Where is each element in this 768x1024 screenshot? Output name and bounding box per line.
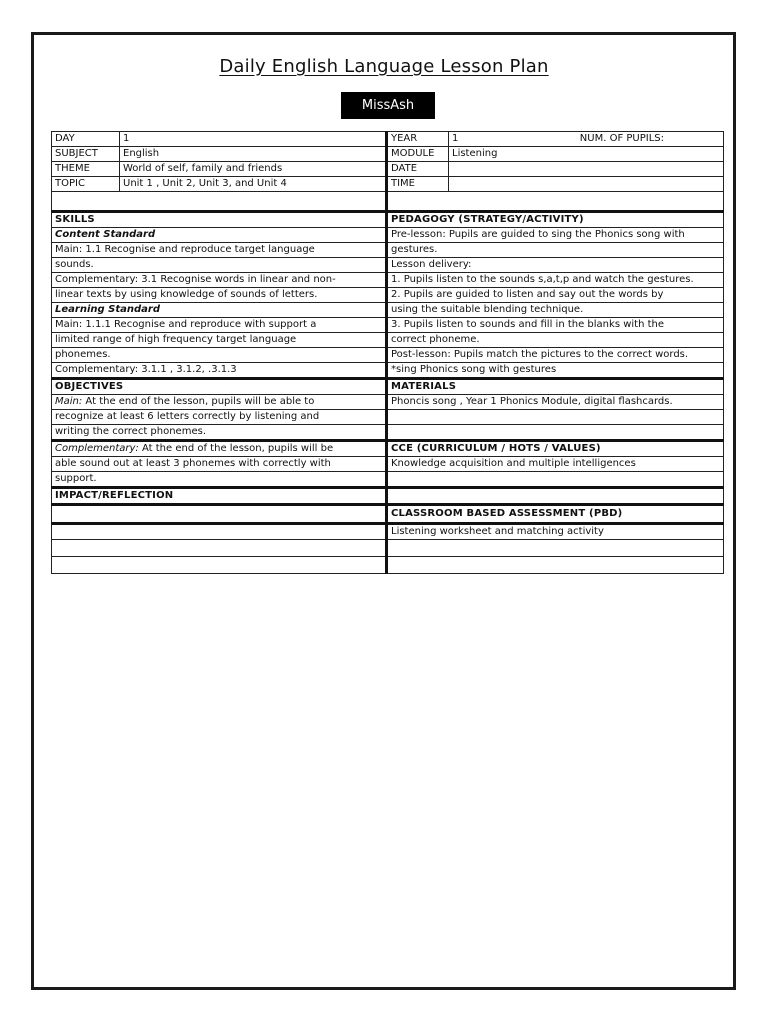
- day-value: 1: [120, 132, 387, 147]
- content-main-line: sounds.: [52, 258, 387, 273]
- objectives-row: [52, 410, 724, 425]
- info-row-topic: [52, 177, 724, 192]
- author-badge: MissAsh: [341, 92, 435, 119]
- info-row-subject: [52, 147, 724, 162]
- impact-blank: [52, 505, 387, 524]
- num-pupils-label: NUM. OF PUPILS:: [579, 133, 664, 144]
- pbd-value: Listening worksheet and matching activity: [387, 524, 724, 540]
- pbd-heading-row: [52, 505, 724, 524]
- skills-row: [52, 228, 724, 243]
- skills-row: [52, 273, 724, 288]
- learning-main-line: limited range of high frequency target language: [52, 333, 387, 348]
- day-label: DAY: [52, 132, 120, 147]
- skills-row: [52, 348, 724, 363]
- materials-value: Phoncis song , Year 1 Phonics Module, digital flashcards.: [387, 395, 724, 410]
- year-label: YEAR: [387, 132, 449, 147]
- materials-heading: MATERIALS: [387, 379, 724, 395]
- time-value: [449, 177, 724, 192]
- topic-value: Unit 1 , Unit 2, Unit 3, and Unit 4: [120, 177, 387, 192]
- objectives-heading-row: [52, 379, 724, 395]
- learning-main-line: phonemes.: [52, 348, 387, 363]
- learning-standard-label: Learning Standard: [52, 303, 387, 318]
- objectives-row: [52, 395, 724, 410]
- spacer-right: [387, 192, 724, 212]
- pedagogy-heading: PEDAGOGY (STRATEGY/ACTIVITY): [387, 212, 724, 228]
- pedagogy-line: using the suitable blending technique.: [387, 303, 724, 318]
- info-row-theme: [52, 162, 724, 177]
- year-value: 1: [452, 133, 459, 144]
- learning-main-line: Main: 1.1.1 Recognise and reproduce with support a: [52, 318, 387, 333]
- theme-value: World of self, family and friends: [120, 162, 387, 177]
- impact-blank: [52, 557, 387, 574]
- impact-heading-row: [52, 488, 724, 505]
- page-title: Daily English Language Lesson Plan: [219, 56, 549, 77]
- pbd-row: [52, 524, 724, 540]
- objective-main-line: [52, 395, 387, 410]
- theme-label: THEME: [52, 162, 120, 177]
- pbd-blank: [387, 557, 724, 574]
- skills-row: [52, 258, 724, 273]
- objectives-row: [52, 472, 724, 488]
- time-label: TIME: [387, 177, 449, 192]
- info-row-day: [52, 132, 724, 147]
- spacer-row: [52, 192, 724, 212]
- objectives-row: [52, 425, 724, 441]
- learning-comp-line: Complementary: 3.1.1 , 3.1.2, .3.1.3: [52, 363, 387, 379]
- pbd-row: [52, 540, 724, 557]
- content-comp-line: linear texts by using knowledge of sounds of letters.: [52, 288, 387, 303]
- module-value: Listening: [449, 147, 724, 162]
- skills-row: [52, 303, 724, 318]
- materials-blank: [387, 425, 724, 441]
- subject-value: English: [120, 147, 387, 162]
- spacer-left: [52, 192, 387, 212]
- pedagogy-line: 1. Pupils listen to the sounds s,a,t,p and watch the gestures.: [387, 273, 724, 288]
- content-standard-label: Content Standard: [52, 228, 387, 243]
- lesson-plan-table: [51, 131, 724, 574]
- pedagogy-line: gestures.: [387, 243, 724, 258]
- content-comp-line: Complementary: 3.1 Recognise words in linear and non-: [52, 273, 387, 288]
- topic-label: TOPIC: [52, 177, 120, 192]
- skills-heading: SKILLS: [52, 212, 387, 228]
- pedagogy-line: 2. Pupils are guided to listen and say out the words by: [387, 288, 724, 303]
- date-value: [449, 162, 724, 177]
- objective-comp-label: Complementary:: [55, 443, 139, 454]
- objective-main-text: At the end of the lesson, pupils will be able to: [82, 396, 315, 407]
- pedagogy-line: correct phoneme.: [387, 333, 724, 348]
- objectives-row: [52, 441, 724, 457]
- module-label: MODULE: [387, 147, 449, 162]
- skills-row: [52, 333, 724, 348]
- pedagogy-line: 3. Pupils listen to sounds and fill in the blanks with the: [387, 318, 724, 333]
- cce-blank: [387, 488, 724, 505]
- content-main-line: Main: 1.1 Recognise and reproduce target language: [52, 243, 387, 258]
- cce-value: Knowledge acquisition and multiple intelligences: [387, 457, 724, 472]
- objective-comp-line: [52, 441, 387, 457]
- objective-main-line: recognize at least 6 letters correctly by listening and: [52, 410, 387, 425]
- pbd-heading: CLASSROOM BASED ASSESSMENT (PBD): [387, 505, 724, 524]
- skills-row: [52, 318, 724, 333]
- skills-heading-row: [52, 212, 724, 228]
- pedagogy-line: Lesson delivery:: [387, 258, 724, 273]
- materials-blank: [387, 410, 724, 425]
- pedagogy-line: Pre-lesson: Pupils are guided to sing the Phonics song with: [387, 228, 724, 243]
- objective-comp-text: At the end of the lesson, pupils will be: [138, 443, 334, 454]
- objectives-row: [52, 457, 724, 472]
- cce-blank: [387, 472, 724, 488]
- year-cell: [449, 132, 724, 147]
- cce-heading: CCE (CURRICULUM / HOTS / VALUES): [387, 441, 724, 457]
- pbd-blank: [387, 540, 724, 557]
- objectives-heading: OBJECTIVES: [52, 379, 387, 395]
- pedagogy-line: Post-lesson: Pupils match the pictures to the correct words.: [387, 348, 724, 363]
- subject-label: SUBJECT: [52, 147, 120, 162]
- impact-blank: [52, 540, 387, 557]
- objective-main-line: writing the correct phonemes.: [52, 425, 387, 441]
- skills-row: [52, 243, 724, 258]
- objective-comp-line: support.: [52, 472, 387, 488]
- skills-row: [52, 288, 724, 303]
- objective-main-label: Main:: [55, 396, 83, 407]
- pbd-row: [52, 557, 724, 574]
- impact-heading: IMPACT/REFLECTION: [52, 488, 387, 505]
- skills-row: [52, 363, 724, 379]
- pedagogy-line: *sing Phonics song with gestures: [387, 363, 724, 379]
- date-label: DATE: [387, 162, 449, 177]
- objective-comp-line: able sound out at least 3 phonemes with correctly with: [52, 457, 387, 472]
- impact-blank: [52, 524, 387, 540]
